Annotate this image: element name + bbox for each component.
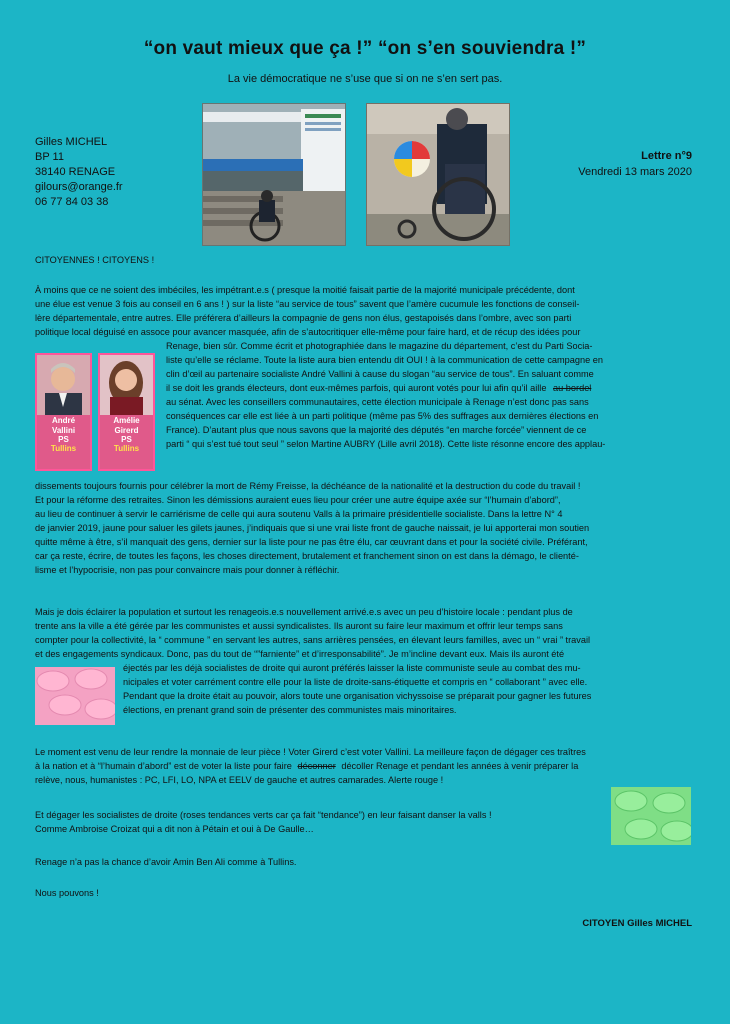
text-line: au sénat. Avec les conseillers communautaires, cette élection municipale à Renage n’est donc pas sans: [166, 397, 589, 407]
greeting: CITOYENNES ! CITOYENS !: [35, 255, 155, 265]
candidate-first-name: André: [51, 416, 76, 425]
text-line-part: il se doit les grands électeurs, dont eux-mêmes parfois, qui auront votés pour lui afin qu’il aille: [166, 383, 547, 393]
text-line: conséquences car elle est liée à un parti politique (même pas 5% des suffrages aux dernières élections en: [166, 411, 599, 421]
text-line: une élue est venue 3 fois au conseil en 6 ans ! ) sur la liste “au service de tous” savent que l’amère cucumule les fonctions de conseil-: [35, 299, 580, 309]
text-line: car ça reste, écrire, de toutes les façons, les choses directement, brutalement et franchement sinon on est dans la démago, le clienté-: [35, 551, 579, 561]
sender-city: 38140 RENAGE: [35, 166, 116, 178]
candidate-city: Tullins: [50, 444, 77, 453]
candidate-city: Tullins: [113, 444, 140, 453]
text-line: lisme et l’hypocrisie, non pas pour convaincre mais pour donner à réfléchir.: [35, 565, 340, 575]
candidate-last-name: Vallini: [51, 426, 76, 435]
text-line-part: décoller Renage et pendant les années à venir préparer la: [341, 761, 579, 771]
letter-subtitle: La vie démocratique ne s’use que si on ne s’en sert pas.: [227, 73, 503, 85]
text-line: compter pour la collectivité, la “ commune ” en servant les autres, sans arrières pensées, en élevant leurs familles, avec un “ vrai ” travail: [35, 635, 591, 645]
text-line: nicipales et voter carrément contre elle pour la liste de droite-sans-étiquette et compris en “ collaborant ” avec elle.: [123, 677, 588, 687]
text-line: France). D’autant plus que nous savons que la majorité des députés “en marche forcée” viennent de ce: [166, 425, 587, 435]
text-line: dissements toujours fournis pour célébrer la mort de Rémy Freisse, la déchéance de la nationalité et la destruction du code du travail !: [35, 481, 581, 491]
text-line: de janvier 2019, jaune pour saluer les gilets jaunes, j’indiquais que si une vrai liste front de gauche naissait, je lui apporterai mon soutien: [35, 523, 590, 533]
text-line: élections, en prenant grand soin de présenter des communistes mais minoritaires.: [123, 705, 457, 715]
candidate-card-girerd: [98, 353, 155, 471]
paragraph-6: Nous pouvons !: [35, 888, 99, 898]
paragraph-1-side: [166, 339, 693, 451]
letter-date: Vendredi 13 mars 2020: [578, 166, 692, 178]
text-line-part: à la nation et à “l’humain d’abord” est de voter la liste pour faire: [35, 761, 292, 771]
sender-box: BP 11: [35, 151, 64, 163]
text-line: au lieu de continuer à servir le carriérisme de celle qui aura soutenu Valls à la primaire présidentielle socialiste. Dans la lettre N° 4: [35, 509, 563, 519]
paragraph-5: Renage n’a pas la chance d’avoir Amin Ben Ali comme à Tullins.: [35, 857, 297, 867]
sender-email: gilours@orange.fr: [35, 181, 123, 193]
text-line: relève, nous, humanistes : PC, LFI, LO, NPA et EELV de gauche et autres camarades. Alerte rouge !: [35, 775, 444, 785]
paragraph-1-top: [35, 283, 693, 339]
text-line: Comme Ambroise Croizat qui a dit non à Pétain et oui à De Gaulle…: [35, 824, 314, 834]
sender-address: [35, 135, 123, 210]
candidate-first-name: Amélie: [113, 416, 140, 425]
pink-pills-image: [35, 667, 115, 725]
text-line: Renage, bien sûr. Comme écrit et photographiée dans le magazine du département, c’est du Parti Socia-: [166, 341, 593, 351]
paragraph-1-bottom: [35, 479, 693, 577]
text-line: politique local déguisé en assoce pour avancer masquée, afin de s’autocritiquer elle-même pour faire hard, et de récup des idées pour: [35, 327, 581, 337]
text-line: Et dégager les socialistes de droite (roses tendances verts car ça fait “tendance”) en leur faisant danser la valls !: [35, 810, 492, 820]
text-line: éjectés par les déjà socialistes de droite qui auront préférés laisser la liste communiste seule au combat des mu-: [123, 663, 581, 673]
paragraph-2-top: [35, 605, 693, 661]
candidate-photo: [100, 355, 153, 415]
sender-name: Gilles MICHEL: [35, 136, 108, 148]
candidate-photo: [37, 355, 90, 415]
text-line: clin d’œil au partenaire socialiste André Vallini à cause du slogan “au service de tous”. En saluant comme: [166, 369, 594, 379]
text-line: parti “ qui s’est tué tout seul ” selon Martine AUBRY (Lille avril 2018). Cette liste résonne encore des applau-: [166, 439, 606, 449]
text-line: [166, 381, 693, 395]
candidate-party: PS: [58, 435, 69, 444]
struck-word: déconner: [297, 761, 336, 771]
letter-number: Lettre n°9: [641, 150, 692, 162]
candidate-card-vallini: [35, 353, 92, 471]
signature: CITOYEN Gilles MICHEL: [582, 918, 692, 929]
photo-station-wheelchair: [202, 103, 346, 246]
candidate-party: PS: [121, 435, 132, 444]
photo-station-illustration: [203, 104, 345, 245]
letter-title: “on vaut mieux que ça !” “on s’en souviendra !”: [143, 38, 587, 59]
candidate-last-name: Girerd: [114, 426, 139, 435]
text-line: lère départementale, entre autres. Elle préférera d’ailleurs la compagnie de gens non élus, gestapoisés dans l’ombre, avec son parti: [35, 313, 572, 323]
text-line: Mais je dois éclairer la population et surtout les renageois.e.s nouvellement arrivé.e.s avec un peu d’histoire locale : pendant plus de: [35, 607, 573, 617]
green-pills-image: [611, 787, 691, 845]
sender-phone: 06 77 84 03 38: [35, 196, 109, 208]
paragraph-2-side: [123, 661, 693, 717]
photo-man-with-ball: [366, 103, 510, 246]
photo-man-illustration: [367, 104, 509, 245]
text-line: Et pour la réforme des retraites. Sinon les démissions auraient eues lieu pour créer une autre équipe axée sur “l’humain d’abord”,: [35, 495, 561, 505]
text-line: [35, 759, 693, 773]
struck-word: au bordel: [553, 383, 592, 393]
text-line: liste qu’elle se réclame. Toute la liste aura bien entendu dit OUI ! à la communication de cette campagne en: [166, 355, 603, 365]
text-line: quitte même à être, s’il manquait des gens, dernier sur la liste pour ne pas être élu, car œuvrant dans et pour la société civile. Préférant,: [35, 537, 588, 547]
text-line: et des engagements syndicaux. Donc, pas du tout de “”farniente” et d’irresponsabilité”. Je m’incline devant eux. Mais ils auront été: [35, 649, 565, 659]
text-line: trente ans la ville a été gérée par les communistes et aussi syndicalistes. Ils auront su faire leur maximum et offrir leur temps sans: [35, 621, 563, 631]
text-line: Le moment est venu de leur rendre la monnaie de leur pièce ! Voter Girerd c’est voter Vallini. La meilleure façon de dégager ces traîtres: [35, 747, 586, 757]
text-line: Pendant que la droite était au pouvoir, alors toute une organisation vichyssoise se préparait pour gagner les futures: [123, 691, 592, 701]
paragraph-4: [35, 808, 610, 836]
text-line: À moins que ce ne soient des imbéciles, les impétrant.e.s ( presque la moitié faisait partie de la majorité municipale précédente, dont: [35, 285, 575, 295]
paragraph-3: [35, 745, 693, 787]
